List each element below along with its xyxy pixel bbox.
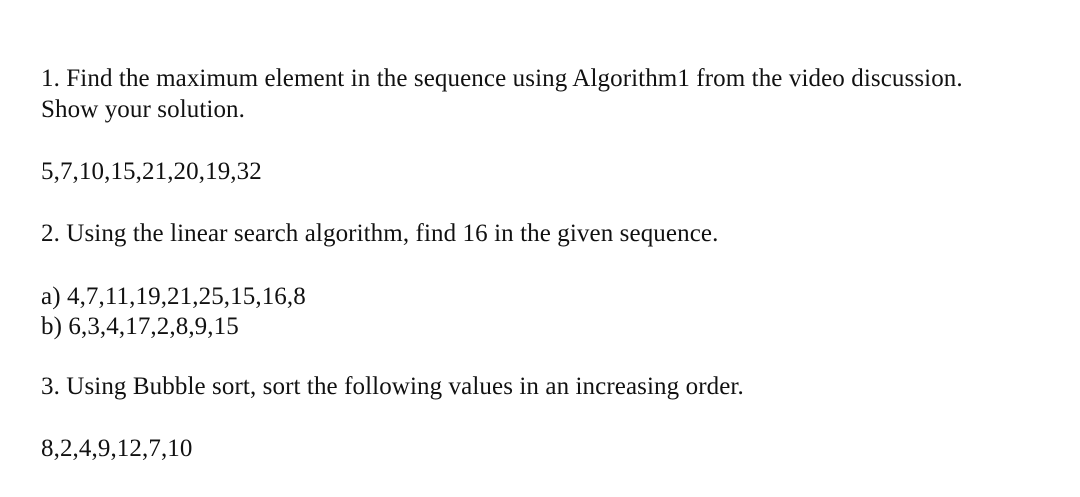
question-2-sequence-a: a) 4,7,11,19,21,25,15,16,8 (41, 283, 306, 310)
question-1-instruction: Show your solution. (41, 96, 245, 123)
question-1-sequence: 5,7,10,15,21,20,19,32 (41, 158, 262, 185)
question-3-prompt: 3. Using Bubble sort, sort the following values in an increasing order. (41, 373, 744, 400)
question-2-sequence-b: b) 6,3,4,17,2,8,9,15 (41, 313, 239, 340)
question-1-prompt: 1. Find the maximum element in the sequence using Algorithm1 from the video discussion. (41, 65, 963, 92)
question-2-prompt: 2. Using the linear search algorithm, find 16 in the given sequence. (41, 220, 719, 247)
question-3-sequence: 8,2,4,9,12,7,10 (41, 435, 193, 462)
